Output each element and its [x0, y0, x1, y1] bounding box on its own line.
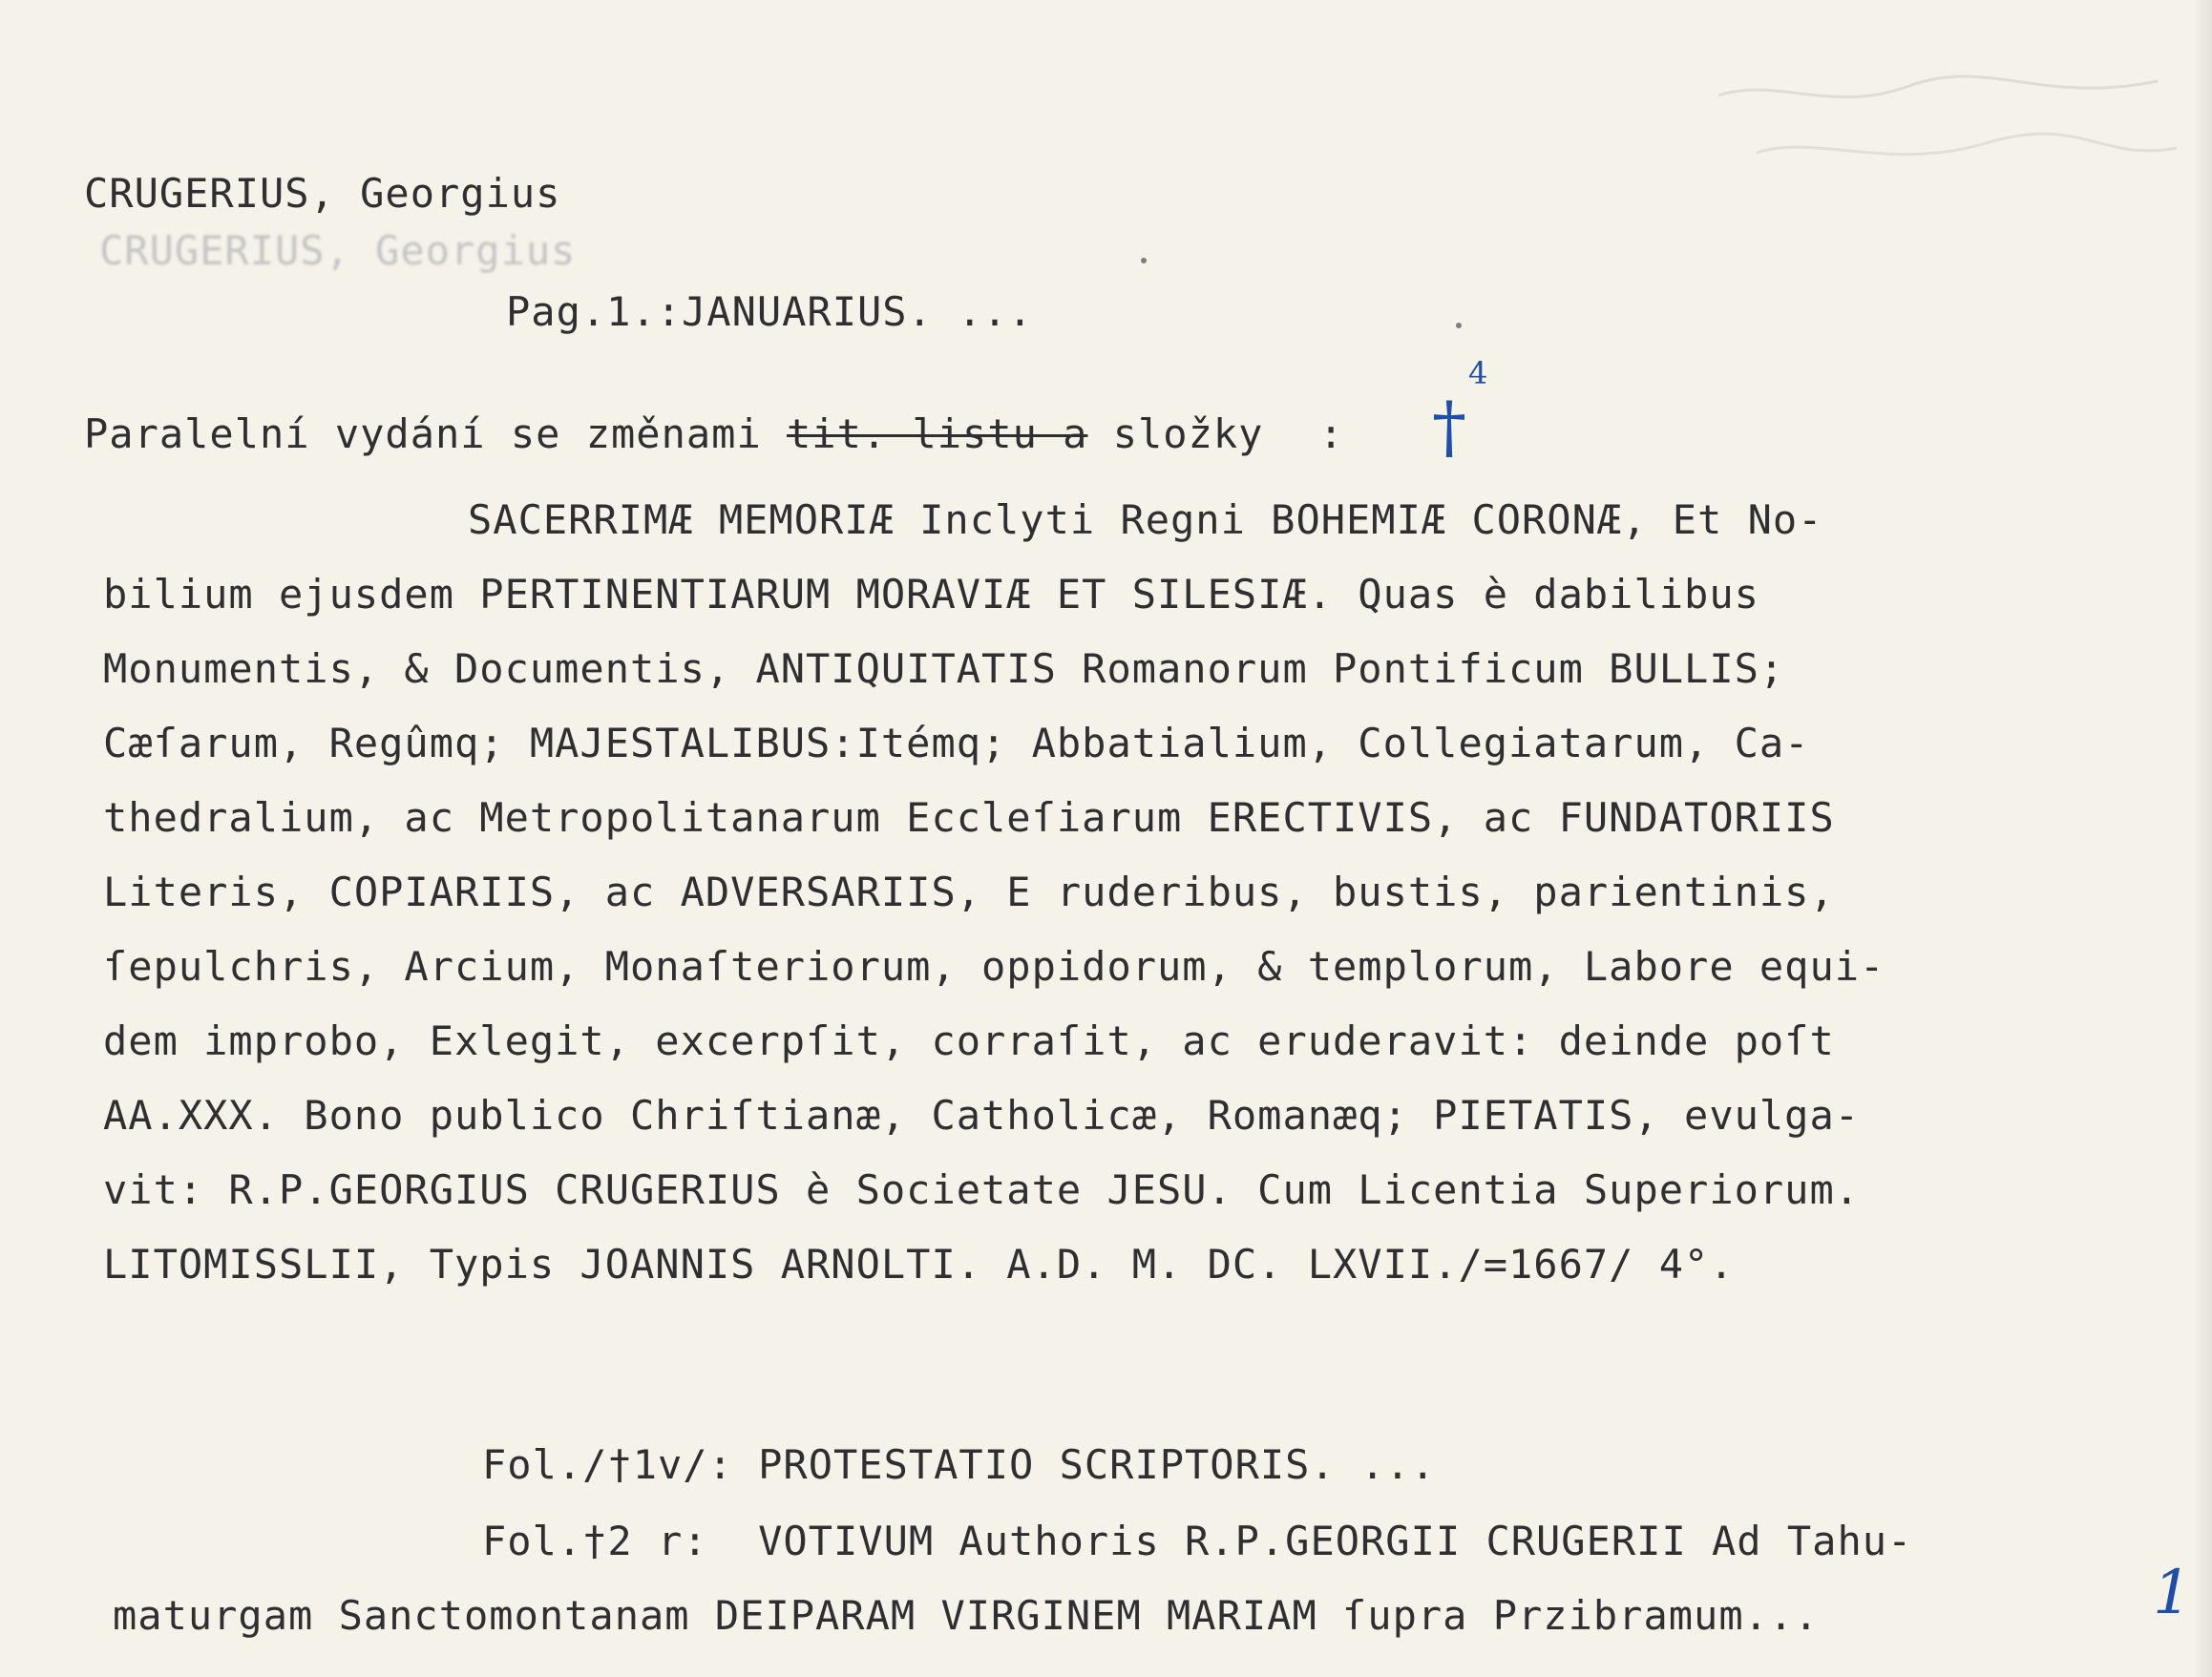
- title-line: dem improbo, Exlegit, excerpſit, corraſit, ac eruderavit: deinde poſt: [103, 1017, 1835, 1064]
- author-heading-ghost: CRUGERIUS, Georgius: [99, 227, 577, 274]
- title-line: vit: R.P.GEORGIUS CRUGERIUS è Societate JESU. Cum Licentia Superiorum.: [103, 1166, 1861, 1213]
- parallel-prefix: Paralelní vydání se změnami: [84, 410, 788, 457]
- folio-line: Fol.†2 r: VOTIVUM Authoris R.P.GEORGII CRUGERII Ad Tahu-: [482, 1518, 1913, 1564]
- parallel-suffix: složky: [1087, 410, 1264, 457]
- title-line: AA.XXX. Bono publico Chriſtianæ, Catholicæ, Romanæq; PIETATIS, evulga-: [103, 1092, 1861, 1139]
- handwritten-cross: †: [1432, 387, 1466, 467]
- parallel-colon: :: [1318, 410, 1344, 457]
- author-heading: CRUGERIUS, Georgius: [84, 170, 561, 217]
- handwritten-superscript: 4: [1468, 355, 1488, 391]
- card-edge: [2193, 0, 2212, 1677]
- faint-reverse-writing: [1699, 57, 2196, 210]
- title-line: ſepulchris, Arcium, Monaſteriorum, oppidorum, & templorum, Labore equi-: [103, 943, 1885, 990]
- title-line: bilium ejusdem PERTINENTIARUM MORAVIÆ ET SILESIÆ. Quas è dabilibus: [103, 571, 1759, 618]
- title-line: Literis, COPIARIIS, ac ADVERSARIIS, E ruderibus, bustis, parientinis,: [103, 869, 1835, 915]
- struck-text: tit. listu a: [787, 410, 1088, 457]
- parallel-edition-note: [84, 410, 1344, 457]
- title-line: SACERRIMÆ MEMORIÆ Inclyti Regni BOHEMIÆ CORONÆ, Et No-: [468, 496, 1823, 543]
- folio-line: maturgam Sanctomontanam DEIPARAM VIRGINEM MARIAM ſupra Przibramum...: [113, 1592, 1820, 1639]
- stray-dot: [1141, 258, 1147, 263]
- title-line: Cæſarum, Regûmq; MAJESTALIBUS:Itémq; Abbatialium, Collegiatarum, Ca-: [103, 720, 1810, 766]
- handwritten-page-number: 1: [2153, 1558, 2192, 1628]
- title-line: Monumentis, & Documentis, ANTIQUITATIS Romanorum Pontificum BULLIS;: [103, 645, 1785, 692]
- title-line: thedralium, ac Metropolitanarum Eccleſiarum ERECTIVIS, ac FUNDATORIIS: [103, 794, 1835, 841]
- folio-line: Fol./†1v/: PROTESTATIO SCRIPTORIS. ...: [482, 1441, 1436, 1488]
- title-line: LITOMISSLII, Typis JOANNIS ARNOLTI. A.D. M. DC. LXVII./=1667/ 4°.: [103, 1241, 1735, 1288]
- stray-dot: [1456, 323, 1462, 328]
- page-reference: Pag.1.:JANUARIUS. ...: [506, 288, 1034, 335]
